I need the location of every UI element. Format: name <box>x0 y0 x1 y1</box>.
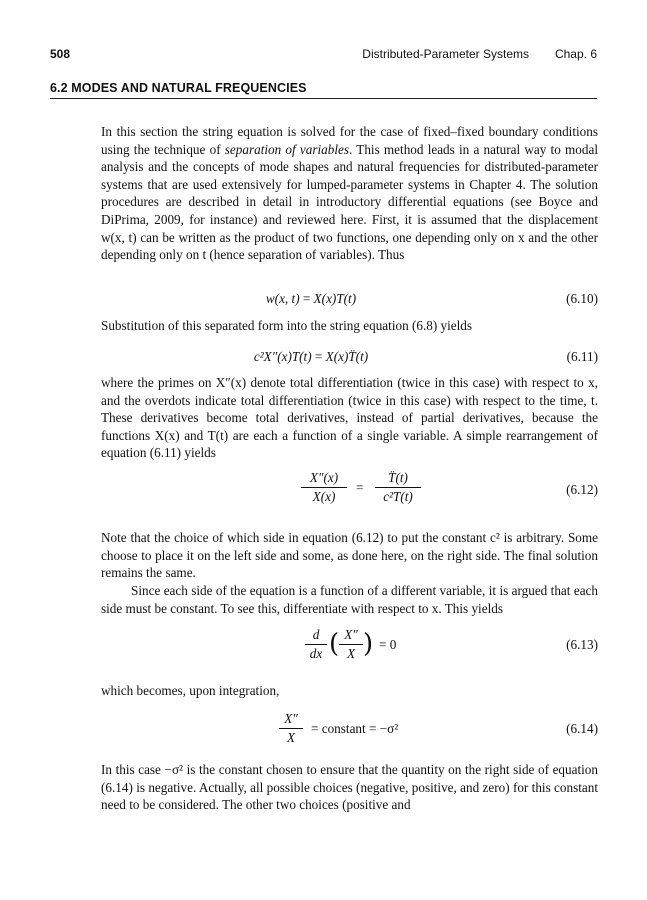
eq-6-13-den-inner: X <box>346 646 356 661</box>
eq-6-11-lhs: c²X″(x)T(t) <box>253 349 312 364</box>
equation-6-11 <box>101 349 598 367</box>
eq-6-14-number: (6.14) <box>566 721 598 736</box>
eq-6-13-number: (6.13) <box>566 637 598 652</box>
eq-6-13-right-paren: ) <box>363 629 374 659</box>
eq-6-14-rhs: = constant = −σ² <box>311 721 399 736</box>
equation-6-12 <box>101 470 598 510</box>
eq-6-12-num-left: X″(x) <box>309 470 339 485</box>
p2-text: Substitution of this separated form into the string equation (6.8) yields <box>101 318 473 333</box>
eq-6-10-number: (6.10) <box>566 291 598 306</box>
equation-6-13 <box>101 627 598 667</box>
p5-text: Since each side of the equation is a function of a different variable, it is argued that each side must be constant. To see this, differentiate with respect to x. This yields <box>101 583 598 616</box>
eq-6-12-op: = <box>356 480 364 495</box>
section-rule <box>50 98 597 99</box>
eq-6-14-num: X″ <box>284 711 298 726</box>
eq-6-11-number: (6.11) <box>566 349 598 364</box>
eq-6-14-fraction <box>279 711 303 746</box>
running-header <box>50 47 597 65</box>
paragraph-6 <box>101 682 598 700</box>
p7-text: In this case −σ² is the constant chosen to ensure that the quantity on the right side of equation (6.14) is negative. Actually, all possible choices (negative, positive, and zero) for this constant need to be considered. The other two choices (positive and <box>101 762 598 813</box>
paragraph-2 <box>101 317 598 335</box>
p3-text: where the primes on X″(x) denote total differentiation (twice in this case) with respect to x, and the overdots indicate total differentiation (twice in this case) with respect to the time, t. These derivatives become total derivatives, instead of partial derivatives, because the functions X(x) and T(t) are each a function of a single variable. A simple rearrangement of equation (6.11) yields <box>101 375 598 461</box>
page-number: 508 <box>50 47 71 61</box>
eq-6-13-derivative <box>305 627 327 662</box>
eq-6-13-num-inner: X″ <box>344 627 358 642</box>
eq-6-12-left-fraction <box>301 470 347 505</box>
eq-6-12-den-right: c²T(t) <box>383 489 413 504</box>
eq-6-12-num-right: T̈(t) <box>388 470 408 485</box>
equation-6-14 <box>101 711 598 751</box>
p1-emphasis: separation of variables <box>224 141 349 157</box>
eq-6-10-rhs: X(x)T(t) <box>313 291 357 306</box>
eq-6-13-inner-fraction <box>339 627 363 662</box>
paragraph-7 <box>101 761 598 814</box>
p6-text: which becomes, upon integration, <box>101 683 280 698</box>
eq-6-13-den-d: dx <box>309 646 323 661</box>
eq-6-10-op: = <box>302 291 311 306</box>
running-title: Distributed-Parameter Systems <box>362 47 529 61</box>
eq-6-14-den: X <box>286 730 296 745</box>
equation-6-10 <box>101 291 598 309</box>
eq-6-10-lhs: w(x, t) <box>265 291 300 306</box>
p1-text-a: In this section the string equation is solved for the case of fixed–fixed boundary conditions using the technique of <box>101 124 598 157</box>
chapter-label: Chap. 6 <box>554 47 597 61</box>
p1-text-c: . This method leads in a natural way to modal analysis and the concepts of mode shapes and natural frequencies for distributed-parameter systems that are used extensively for lumped-parameter systems in Chapter 4. The solution procedures are described in detail in introductory differential equations (see Boyce and DiPrima, 2009, for instance) and reviewed here. First, it is assumed that the displacement w(x, t) can be written as the product of two functions, one depending only on x and the other depending only on t (hence separation of variables). Thus <box>101 141 598 263</box>
p4-text: Note that the choice of which side in equation (6.12) to put the constant c² is arbitrary. Some choose to place it on the left side and some, as done here, on the right side. The final solution remains the same. <box>101 530 598 581</box>
eq-6-12-number: (6.12) <box>566 482 598 497</box>
eq-6-12-den-left: X(x) <box>312 489 336 504</box>
eq-6-11-rhs: X(x)T̈(t) <box>325 349 369 364</box>
paragraph-3 <box>101 374 598 462</box>
section-title: 6.2 MODES AND NATURAL FREQUENCIES <box>50 81 307 95</box>
paragraph-1 <box>101 123 598 264</box>
eq-6-13-num-d: d <box>312 627 320 642</box>
paragraph-5 <box>101 582 598 617</box>
eq-6-13-left-paren: ( <box>329 629 340 659</box>
eq-6-13-rhs: = 0 <box>379 637 397 652</box>
eq-6-11-op: = <box>314 349 323 364</box>
eq-6-12-right-fraction <box>375 470 421 505</box>
paragraph-4 <box>101 529 598 582</box>
